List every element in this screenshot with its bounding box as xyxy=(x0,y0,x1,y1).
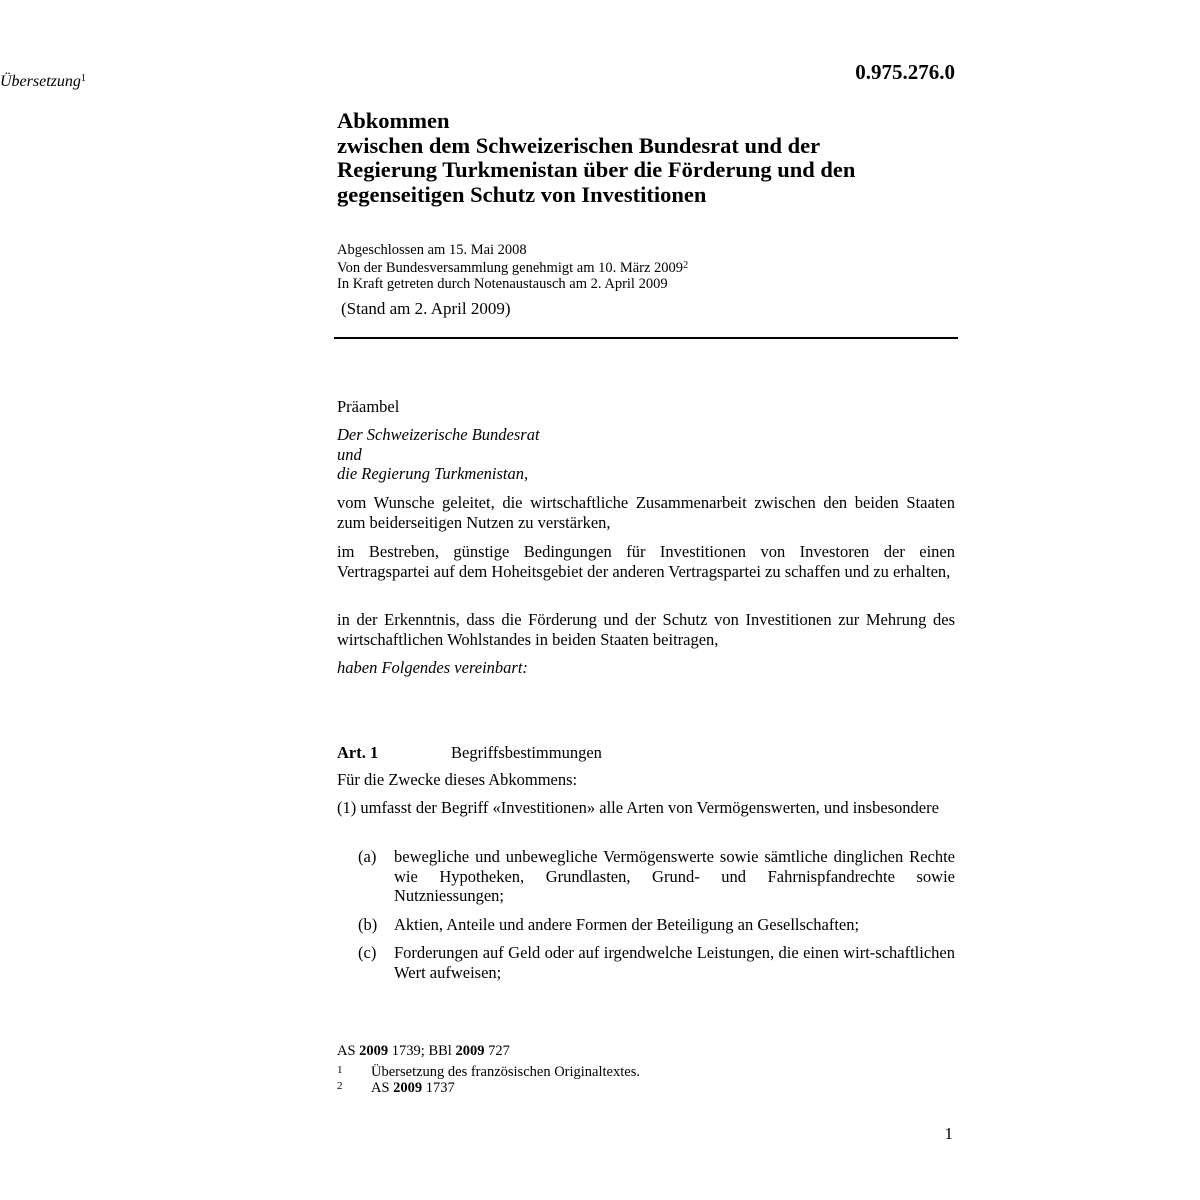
title-line-1: Abkommen xyxy=(337,108,450,133)
list-item-text: Forderungen auf Geld oder auf irgendwelche Leistungen, die einen wirt-schaftlichen Wert aufweisen; xyxy=(394,943,955,982)
preamble-paragraph-2: im Bestreben, günstige Bedingungen für Investitionen von Investoren der einen Vertragspartei auf dem Hoheitsgebiet der anderen Vertragspartei zu schaffen und zu erhalten, xyxy=(337,542,955,581)
article-title: Begriffsbestimmungen xyxy=(451,743,602,762)
preamble-heading: Präambel xyxy=(337,397,400,416)
footnote-ref-1[interactable]: 1 xyxy=(80,73,86,84)
list-item-text: bewegliche und unbewegliche Vermögenswerte sowie sämtliche dinglichen Rechte wie Hypotheken, Grundlasten, Grund- und Fahrnispfandrechte sowie Nutzniessungen; xyxy=(394,847,955,905)
party-turkmenistan: die Regierung Turkmenistan, xyxy=(337,464,529,483)
as-year: 2009 xyxy=(359,1043,389,1059)
translation-label xyxy=(0,73,86,91)
list-item-label: (b) xyxy=(358,915,378,934)
preamble-paragraph-1: vom Wunsche geleitet, die wirtschaftliche Zusammenarbeit zwischen den beiden Staaten zum beiderseitigen Nutzen zu verstärken, xyxy=(337,493,955,532)
title-line-2: zwischen dem Schweizerischen Bundesrat und der xyxy=(337,132,821,158)
status-date: (Stand am 2. April 2009) xyxy=(341,299,511,318)
as-page: 1739; xyxy=(391,1043,425,1059)
adoption-metadata xyxy=(337,242,955,292)
title-line-4: gegenseitigen Schutz von Investitionen xyxy=(337,181,707,207)
title-line-3: Regierung Turkmenistan über die Förderung und den xyxy=(337,157,856,182)
approval-date-text: Von der Bundesversammlung genehmigt am 10. März 2009 xyxy=(337,260,684,276)
footnote-prefix: AS xyxy=(371,1080,390,1096)
article-1-heading xyxy=(337,743,955,763)
bbl-page: 727 xyxy=(488,1043,510,1059)
party-switzerland: Der Schweizerische Bundesrat xyxy=(337,425,540,444)
bbl-year: 2009 xyxy=(455,1043,485,1059)
footnote-page: 1737 xyxy=(425,1080,455,1096)
footnote-2 xyxy=(337,1079,455,1096)
list-item-label: (a) xyxy=(358,847,377,866)
approval-date xyxy=(337,258,955,276)
entry-into-force: In Kraft getreten durch Notenaustausch am 2. April 2009 xyxy=(337,276,668,292)
list-item-label: (c) xyxy=(358,943,377,962)
translation-label-text: Übersetzung xyxy=(0,73,81,90)
preamble-parties xyxy=(337,425,955,484)
footnote-ref-2[interactable]: 2 xyxy=(683,260,689,271)
page-number: 1 xyxy=(944,1124,953,1143)
sr-number: 0.975.276.0 xyxy=(855,60,955,84)
official-references xyxy=(337,1043,955,1060)
title-divider xyxy=(334,337,958,339)
definition-investments: (1) umfasst der Begriff «Investitionen» alle Arten von Vermögenswerten, und insbesondere xyxy=(337,798,939,817)
footnote-number: 1 xyxy=(337,1064,343,1076)
footnote-number: 2 xyxy=(337,1080,343,1092)
as-label: AS xyxy=(337,1043,356,1059)
footnote-year: 2009 xyxy=(393,1080,423,1096)
footnote-text: Übersetzung des französischen Originaltextes. xyxy=(371,1064,640,1080)
bbl-label: BBl xyxy=(428,1043,452,1059)
list-item-text: Aktien, Anteile und andere Formen der Beteiligung an Gesellschaften; xyxy=(394,915,860,934)
footnote-1 xyxy=(337,1063,640,1080)
party-conjunction: und xyxy=(337,444,362,464)
article-number: Art. 1 xyxy=(337,743,379,762)
concluded-date: Abgeschlossen am 15. Mai 2008 xyxy=(337,242,527,258)
preamble-agreed: haben Folgendes vereinbart: xyxy=(337,658,528,677)
preamble-paragraph-3: in der Erkenntnis, dass die Förderung und der Schutz von Investitionen zur Mehrung des wirtschaftlichen Wohlstandes in beiden Staaten beitragen, xyxy=(337,610,955,649)
article-1-intro: Für die Zwecke dieses Abkommens: xyxy=(337,770,578,789)
document-title xyxy=(337,109,955,207)
